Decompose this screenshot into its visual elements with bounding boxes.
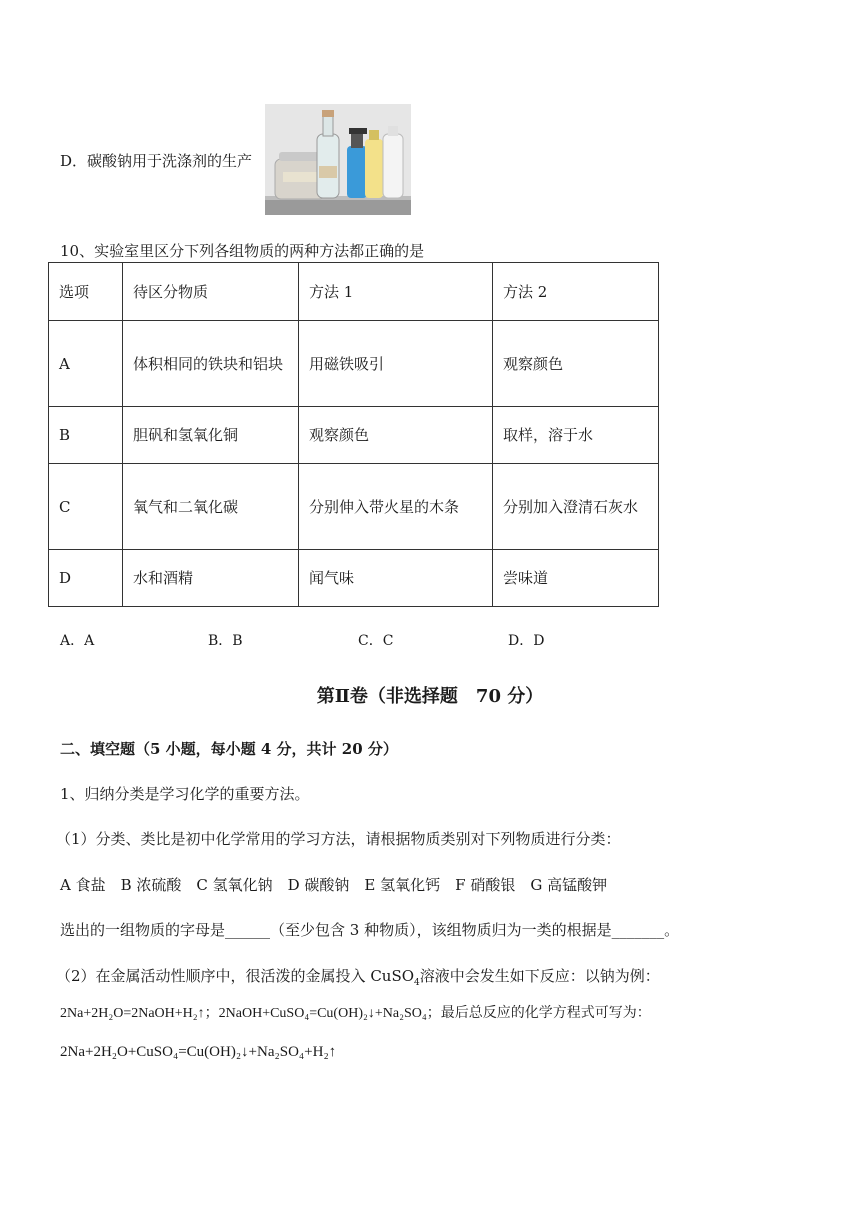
q1-part2-text-a: （2）在金属活动性顺序中，很活泼的金属投入 CuSO: [56, 967, 415, 985]
table-cell: A: [49, 321, 123, 407]
table-cell: 水和酒精: [123, 550, 299, 607]
table-header-row: [49, 263, 659, 321]
q10-stem: 10、实验室里区分下列各组物质的两种方法都正确的是: [60, 242, 425, 260]
q1-substance-list: A 食盐 B 浓硫酸 C 氢氧化钠 D 碳酸钠 E 氢氧化钙 F 硝酸银 G 高锰酸钾: [60, 876, 608, 894]
bottles-photo: [265, 104, 411, 215]
choice-d: D．D: [508, 633, 545, 649]
q1-part2-subscript: 4: [414, 978, 420, 988]
option-d-text: D．碳酸钠用于洗涤剂的生产: [60, 152, 253, 170]
table-cell: 氧气和二氧化碳: [123, 464, 299, 550]
table-cell: 取样，溶于水: [493, 407, 659, 464]
table-cell: 闻气味: [299, 550, 493, 607]
table-cell: 分别伸入带火星的木条: [299, 464, 493, 550]
table-cell: 分别加入澄清石灰水: [493, 464, 659, 550]
q1-fill-blank: 选出的一组物质的字母是______（至少包含 3 种物质），该组物质归为一类的根据是_______。: [60, 921, 680, 939]
table-header-cell: 待区分物质: [123, 263, 299, 321]
equation-line-1: 2Na+2H₂O=2NaOH+H₂↑；2NaOH+CuSO₄=Cu(OH)₂↓+Na₂SO₄；最后总反应的化学方程式可写为：: [60, 1006, 651, 1021]
section-title: 第Ⅱ卷（非选择题 70 分）: [316, 686, 544, 707]
table-cell: 体积相同的铁块和铝块: [123, 321, 299, 407]
table-row: [49, 464, 659, 550]
table-cell: 观察颜色: [493, 321, 659, 407]
table-header-cell: 选项: [49, 263, 123, 321]
choice-b: B．B: [208, 633, 243, 649]
table-cell: 胆矾和氢氧化铜: [123, 407, 299, 464]
table-cell: D: [49, 550, 123, 607]
table-row: [49, 550, 659, 607]
q1-stem: 1、归纳分类是学习化学的重要方法。: [60, 785, 310, 803]
section-heading: 二、填空题（5 小题，每小题 4 分，共计 20 分）: [60, 740, 398, 758]
table-row: [49, 407, 659, 464]
q1-part2-text-b: 溶液中会发生如下反应：以钠为例：: [419, 967, 660, 985]
q1-part1: （1）分类、类比是初中化学常用的学习方法，请根据物质类别对下列物质进行分类：: [56, 830, 621, 848]
table-cell: 尝味道: [493, 550, 659, 607]
table-cell: B: [49, 407, 123, 464]
table-cell: C: [49, 464, 123, 550]
table-row: [49, 321, 659, 407]
q10-table: [48, 262, 659, 607]
table-cell: 观察颜色: [299, 407, 493, 464]
equation-line-2: 2Na+2H₂O+CuSO₄=Cu(OH)₂↓+Na₂SO₄+H₂↑: [60, 1044, 337, 1060]
choice-a: A．A: [60, 633, 95, 649]
table-cell: 用磁铁吸引: [299, 321, 493, 407]
q1-part2: [56, 965, 660, 988]
table-header-cell: 方法 2: [493, 263, 659, 321]
table-header-cell: 方法 1: [299, 263, 493, 321]
choice-c: C．C: [358, 633, 394, 649]
